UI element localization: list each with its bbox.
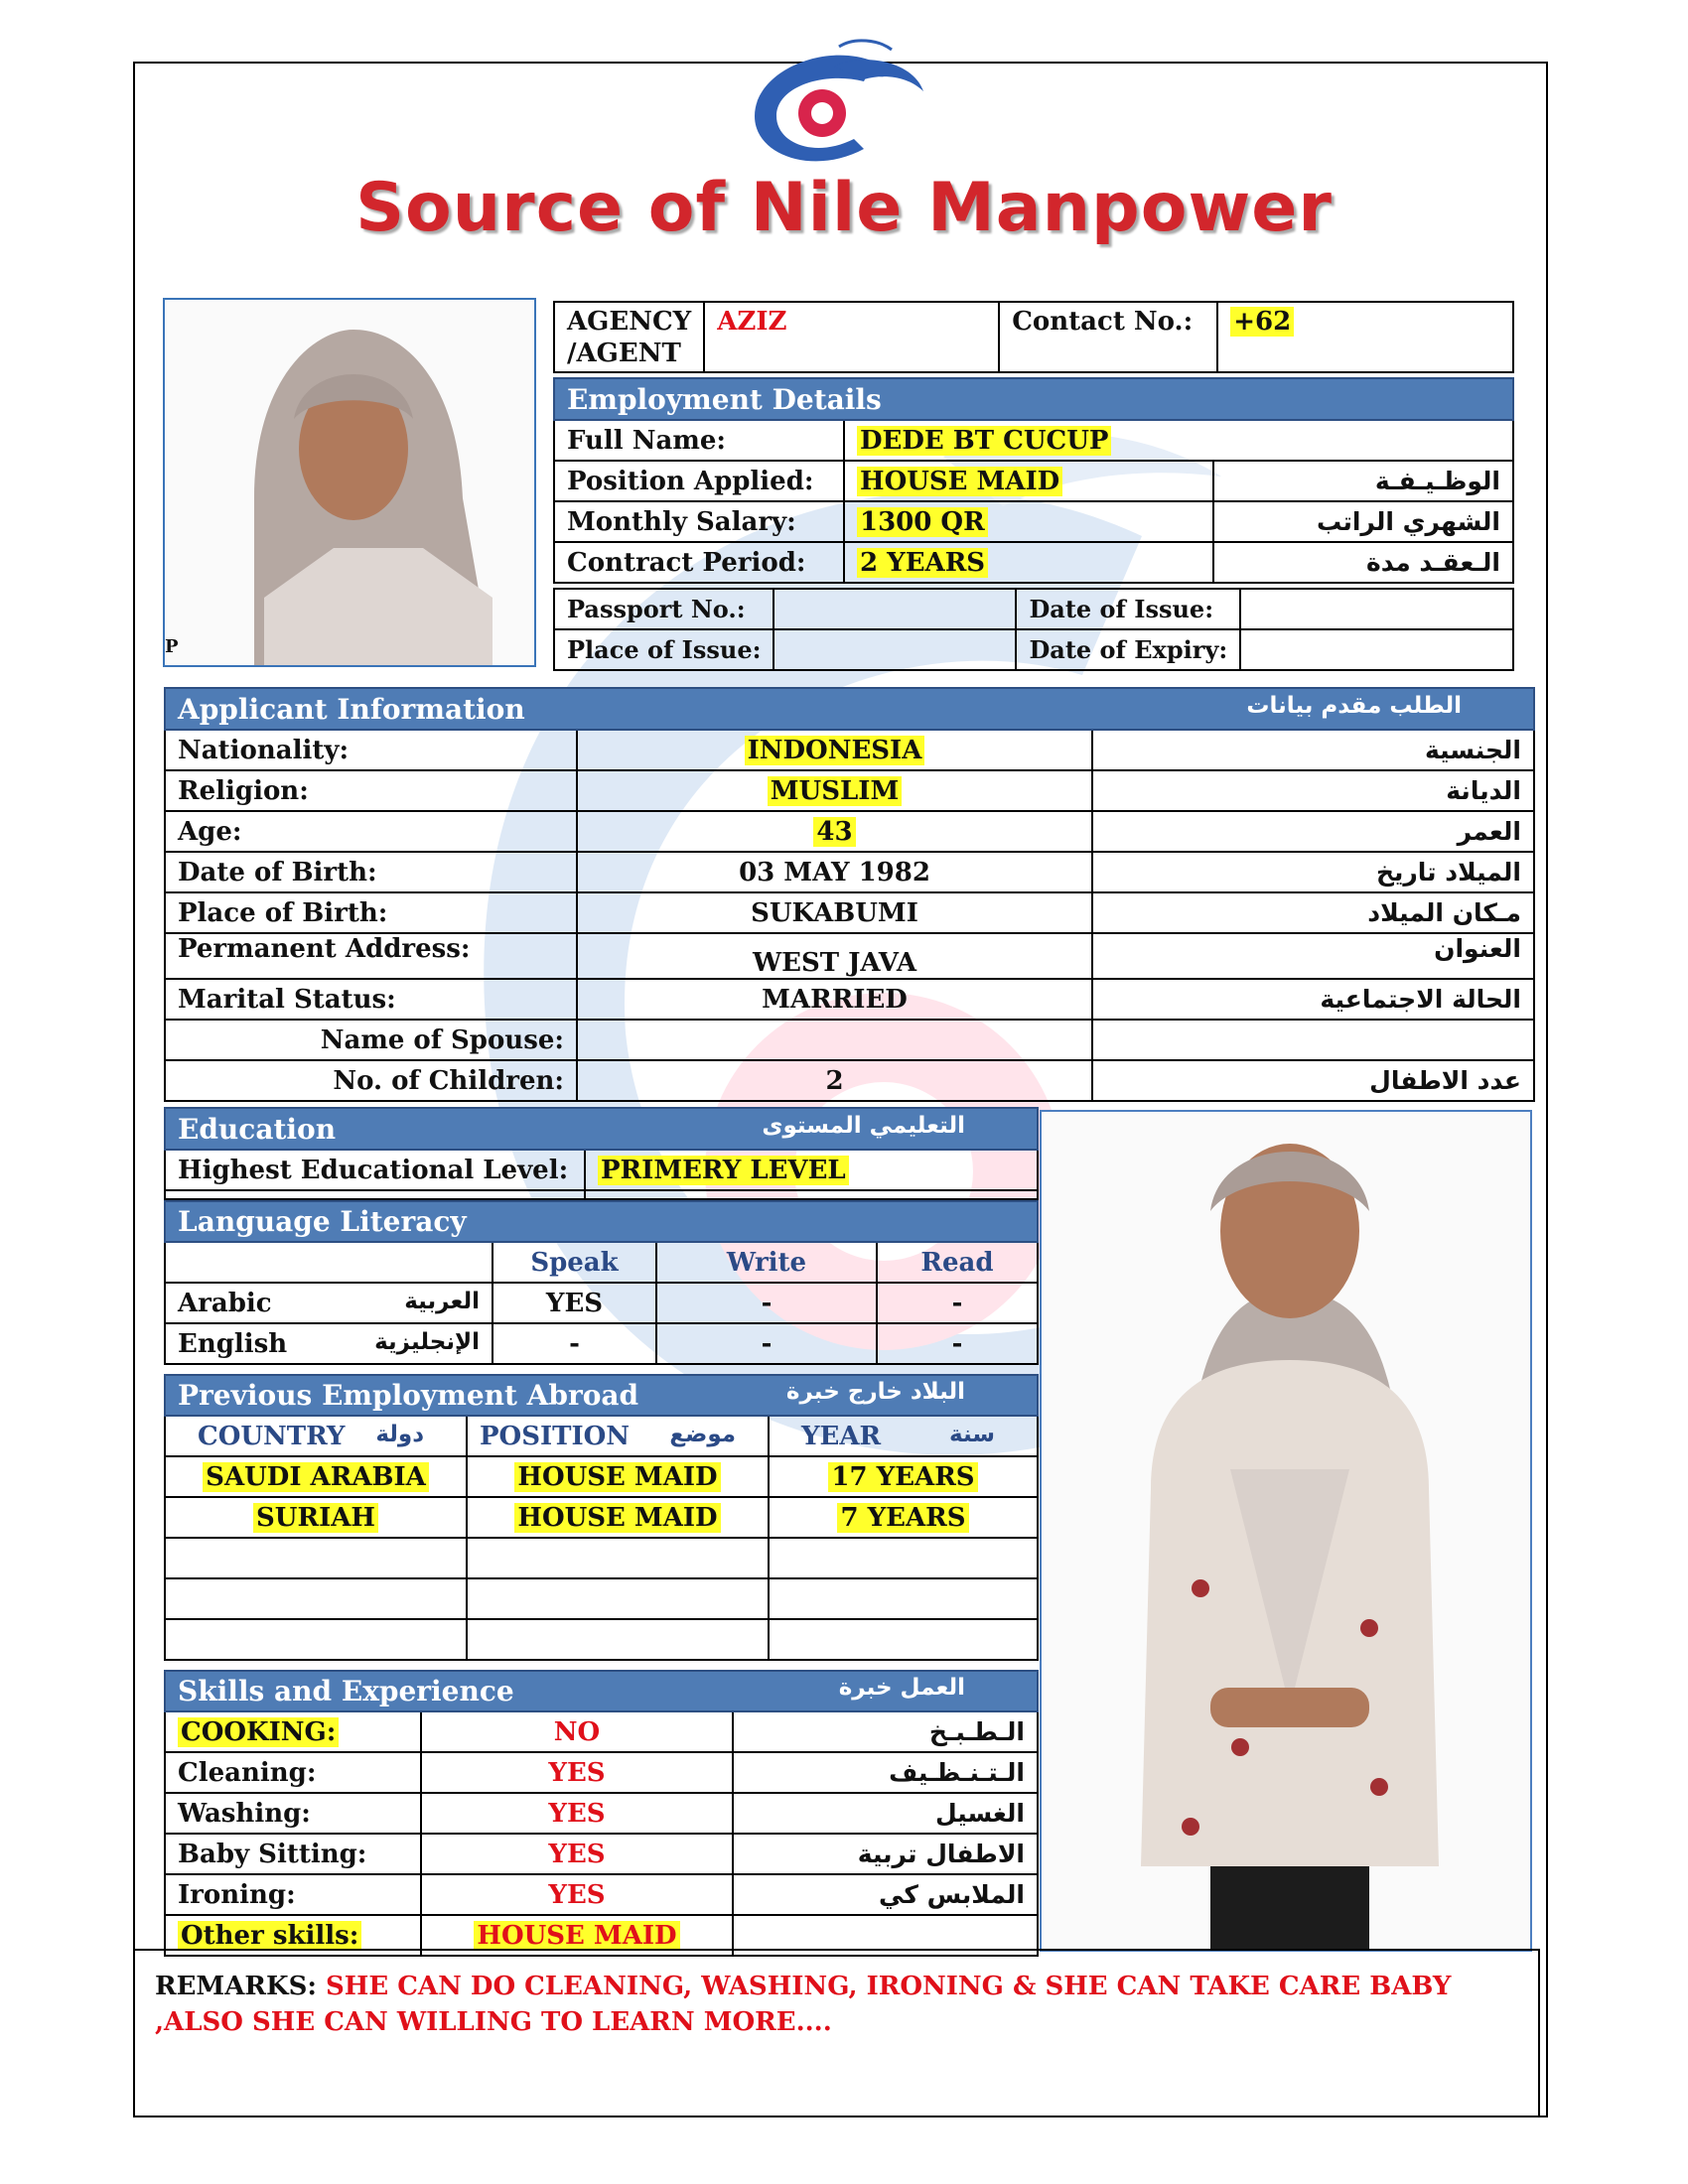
- lang-english: English: [178, 1328, 288, 1359]
- skill-cleaning-label: Cleaning:: [165, 1752, 421, 1793]
- applicant-title-cell: [165, 688, 1534, 730]
- lang-english-cell: [165, 1323, 492, 1364]
- portrait-icon: [165, 300, 536, 667]
- col-country-cell: [165, 1416, 467, 1456]
- skill-cooking-cell: [165, 1711, 421, 1752]
- contact-value: +62: [1230, 307, 1294, 337]
- marital-value: MARRIED: [577, 979, 1092, 1020]
- address-value: WEST JAVA: [577, 933, 1092, 979]
- religion-value: MUSLIM: [768, 776, 902, 806]
- prev-empty: [467, 1619, 769, 1660]
- photo-tag: P: [165, 636, 179, 657]
- passport-no-label: Passport No.:: [554, 589, 774, 629]
- place-issue-value: [774, 629, 1016, 670]
- prev-position-2: HOUSE MAID: [514, 1503, 720, 1533]
- education-title-arabic: التعليمي المستوى: [762, 1112, 965, 1139]
- passport-table: [553, 588, 1514, 671]
- applicant-photo-full: [1040, 1110, 1532, 1952]
- religion-arabic: الديانة: [1092, 770, 1534, 811]
- english-speak: -: [492, 1323, 656, 1364]
- arabic-write: -: [656, 1283, 877, 1323]
- col-read: Read: [877, 1242, 1038, 1283]
- previous-employment-table: [164, 1374, 1039, 1661]
- col-speak: Speak: [492, 1242, 656, 1283]
- language-title: Language Literacy: [165, 1201, 1038, 1242]
- prev-position-1: HOUSE MAID: [514, 1462, 720, 1492]
- prev-empty: [467, 1538, 769, 1578]
- prev-country-2: SURIAH: [253, 1503, 378, 1533]
- agency-table: [553, 301, 1514, 373]
- nationality-cell: [577, 730, 1092, 770]
- applicant-title-arabic: الطلب مقدم بيانات: [1246, 692, 1462, 719]
- education-spacer: [165, 1190, 585, 1199]
- address-label: Permanent Address:: [165, 933, 577, 979]
- religion-cell: [577, 770, 1092, 811]
- dob-arabic: الميلاد تاريخ: [1092, 852, 1534, 892]
- prev-year-2: 7 YEARS: [837, 1503, 968, 1533]
- contract-label: Contract Period:: [554, 542, 844, 583]
- spouse-label: Name of Spouse:: [165, 1020, 577, 1060]
- skill-ironing-label: Ironing:: [165, 1874, 421, 1915]
- lang-arabic-ar: العربية: [404, 1288, 480, 1314]
- date-issue-label: Date of Issue:: [1016, 589, 1240, 629]
- language-blank-head: [165, 1242, 492, 1283]
- lang-arabic-cell: [165, 1283, 492, 1323]
- age-label: Age:: [165, 811, 577, 852]
- nationality-arabic: الجنسية: [1092, 730, 1534, 770]
- education-table: [164, 1107, 1039, 1200]
- arabic-speak: YES: [492, 1283, 656, 1323]
- skill-babysitting-arabic: الاطفال تربية: [733, 1834, 1038, 1874]
- col-position-cell: [467, 1416, 769, 1456]
- skill-cooking-label: COOKING:: [178, 1717, 339, 1747]
- salary-cell: [844, 501, 1213, 542]
- education-spacer-2: [585, 1190, 1038, 1199]
- address-arabic: العنوان: [1092, 933, 1534, 979]
- arabic-read: -: [877, 1283, 1038, 1323]
- col-write: Write: [656, 1242, 877, 1283]
- col-country-ar: دولة: [375, 1421, 424, 1447]
- salary-value: 1300 QR: [857, 507, 988, 537]
- skill-other-label: Other skills:: [178, 1921, 361, 1951]
- age-value: 43: [813, 817, 855, 847]
- children-value: 2: [577, 1060, 1092, 1101]
- age-cell: [577, 811, 1092, 852]
- salary-arabic: الشهري الراتب: [1213, 501, 1513, 542]
- skill-washing-value: YES: [421, 1793, 733, 1834]
- col-position: POSITION: [480, 1421, 631, 1451]
- salary-label: Monthly Salary:: [554, 501, 844, 542]
- col-country: COUNTRY: [198, 1421, 346, 1451]
- english-read: -: [877, 1323, 1038, 1364]
- skills-title-cell: [165, 1671, 1038, 1711]
- col-year-cell: [769, 1416, 1038, 1456]
- contact-value-cell: [1217, 302, 1513, 372]
- remarks-box: [133, 1949, 1540, 2117]
- remarks-label: REMARKS:: [155, 1972, 317, 2001]
- skill-ironing-value: YES: [421, 1874, 733, 1915]
- agency-value: AZIZ: [704, 302, 999, 372]
- applicant-photo-small: [163, 298, 536, 667]
- nationality-label: Nationality:: [165, 730, 577, 770]
- skills-title: Skills and Experience: [178, 1675, 514, 1707]
- lang-english-ar: الإنجليزية: [374, 1328, 480, 1355]
- applicant-title: Applicant Information: [178, 692, 525, 726]
- prev-country-1-cell: [165, 1456, 467, 1497]
- skills-title-arabic: العمل خبرة: [838, 1675, 965, 1701]
- employment-table: [553, 377, 1514, 584]
- skill-washing-arabic: الغسيل: [733, 1793, 1038, 1834]
- position-label: Position Applied:: [554, 461, 844, 501]
- skill-cooking-value: NO: [421, 1711, 733, 1752]
- company-name: Source of Nile Manpower: [355, 169, 1333, 247]
- prev-year-1: 17 YEARS: [828, 1462, 977, 1492]
- pob-arabic: مـكان الميلاد: [1092, 892, 1534, 933]
- position-value: HOUSE MAID: [857, 467, 1062, 496]
- prev-empty: [165, 1619, 467, 1660]
- children-label: No. of Children:: [165, 1060, 577, 1101]
- prev-empty: [165, 1578, 467, 1619]
- pob-value: SUKABUMI: [577, 892, 1092, 933]
- language-table: [164, 1200, 1039, 1365]
- skill-babysitting-label: Baby Sitting:: [165, 1834, 421, 1874]
- prev-empty: [165, 1538, 467, 1578]
- previous-title: Previous Employment Abroad: [178, 1379, 639, 1412]
- religion-label: Religion:: [165, 770, 577, 811]
- skill-ironing-arabic: الملابس كي: [733, 1874, 1038, 1915]
- skill-cooking-arabic: الـطـبـخ: [733, 1711, 1038, 1752]
- previous-title-cell: [165, 1375, 1038, 1416]
- skills-table: [164, 1670, 1039, 1957]
- prev-country-1: SAUDI ARABIA: [203, 1462, 429, 1492]
- passport-no-value: [774, 589, 1016, 629]
- pob-label: Place of Birth:: [165, 892, 577, 933]
- lang-arabic: Arabic: [178, 1288, 272, 1318]
- spouse-value: [577, 1020, 1092, 1060]
- education-title: Education: [178, 1112, 337, 1146]
- education-level-cell: [585, 1150, 1038, 1190]
- prev-year-2-cell: [769, 1497, 1038, 1538]
- col-position-ar: موضع: [669, 1421, 736, 1447]
- full-name-value: DEDE BT CUCUP: [857, 426, 1111, 456]
- prev-country-2-cell: [165, 1497, 467, 1538]
- prev-empty: [467, 1578, 769, 1619]
- prev-empty: [769, 1538, 1038, 1578]
- education-title-cell: [165, 1108, 1038, 1150]
- spouse-arabic: [1092, 1020, 1534, 1060]
- contract-cell: [844, 542, 1213, 583]
- children-arabic: عدد الاطفال: [1092, 1060, 1534, 1101]
- contract-value: 2 YEARS: [857, 548, 988, 578]
- dob-value: 03 MAY 1982: [577, 852, 1092, 892]
- date-expiry-value: [1240, 629, 1513, 670]
- employment-title: Employment Details: [554, 378, 1513, 420]
- remarks-text: SHE CAN DO CLEANING, WASHING, IRONING & SHE CAN TAKE CARE BABY ,ALSO SHE CAN WILLING TO LEARN MORE....: [155, 1972, 1452, 2037]
- skill-cleaning-arabic: الـتـنـظـيف: [733, 1752, 1038, 1793]
- skill-cleaning-value: YES: [421, 1752, 733, 1793]
- applicant-table: [164, 687, 1535, 1102]
- date-expiry-label: Date of Expiry:: [1016, 629, 1240, 670]
- position-arabic: الوظـيـفـة: [1213, 461, 1513, 501]
- age-arabic: العمر: [1092, 811, 1534, 852]
- full-portrait-icon: [1042, 1112, 1532, 1952]
- position-cell: [844, 461, 1213, 501]
- marital-label: Marital Status:: [165, 979, 577, 1020]
- col-year: YEAR: [801, 1421, 882, 1451]
- place-issue-label: Place of Issue:: [554, 629, 774, 670]
- prev-empty: [769, 1578, 1038, 1619]
- full-name-label: Full Name:: [554, 420, 844, 461]
- col-year-ar: سنة: [949, 1421, 995, 1447]
- nationality-value: INDONESIA: [745, 736, 925, 765]
- contact-label: Contact No.:: [999, 302, 1217, 372]
- nile-swirl-logo-icon: [715, 32, 953, 171]
- prev-year-1-cell: [769, 1456, 1038, 1497]
- prev-empty: [769, 1619, 1038, 1660]
- contract-arabic: الـعقـد مدة: [1213, 542, 1513, 583]
- full-name-cell: [844, 420, 1513, 461]
- english-write: -: [656, 1323, 877, 1364]
- prev-position-1-cell: [467, 1456, 769, 1497]
- agency-label: AGENCY /AGENT: [554, 302, 704, 372]
- education-level-value: PRIMERY LEVEL: [598, 1156, 849, 1185]
- prev-position-2-cell: [467, 1497, 769, 1538]
- skill-babysitting-value: YES: [421, 1834, 733, 1874]
- skill-washing-label: Washing:: [165, 1793, 421, 1834]
- date-issue-value: [1240, 589, 1513, 629]
- dob-label: Date of Birth:: [165, 852, 577, 892]
- education-level-label: Highest Educational Level:: [165, 1150, 585, 1190]
- previous-title-arabic: البلاد خارج خبرة: [785, 1379, 965, 1405]
- skill-other-value: HOUSE MAID: [474, 1921, 679, 1951]
- marital-arabic: الحالة الاجتماعية: [1092, 979, 1534, 1020]
